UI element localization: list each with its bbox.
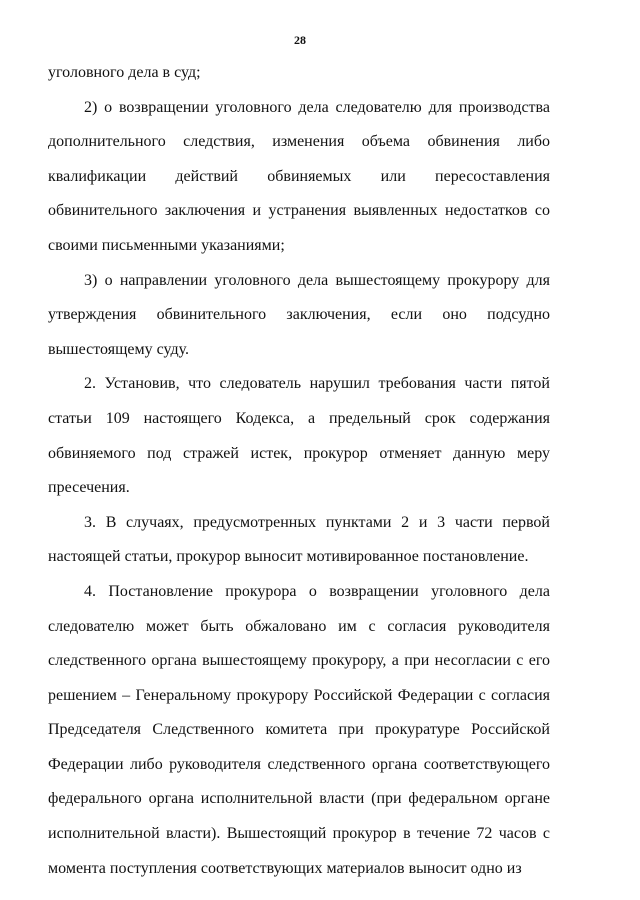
paragraph-part-3: 3. В случаях, предусмотренных пунктами 2 и 3 части первой настоящей статьи, прокурор выносит мотивированное постановление. — [48, 513, 550, 566]
paragraph-part-2: 2. Установив, что следователь нарушил требования части пятой статьи 109 настоящего Кодекса, а предельный срок содержания обвиняемого под стражей истек, прокурор отменяет данную меру пресечения. — [48, 375, 550, 497]
paragraph-part-4: 4. Постановление прокурора о возвращении уголовного дела следователю может быть обжаловано им с согласия руководителя следственного органа вышестоящему прокурору, а при несогласии с его решением – Генеральному прокурору Российской Федерации с согласия Председателя Следственного комитета при прокуратуре Российской Федерации либо руководителя следственного органа соответствующего федерального органа исполнительной власти (при федеральном органе исполнительной власти). Вышестоящий прокурор в течение 72 часов с момента поступления соответствующих материалов выносит одно из — [48, 582, 550, 877]
paragraph-continuation: уголовного дела в суд; — [48, 64, 201, 81]
paragraph-item-3: 3) о направлении уголовного дела вышестоящему прокурору для утверждения обвинительного заключения, если оно подсудно вышестоящему суду. — [48, 271, 550, 358]
document-body — [48, 56, 550, 886]
page-number: 28 — [294, 33, 306, 47]
paragraph-item-2: 2) о возвращении уголовного дела следователю для производства дополнительного следствия, изменения объема обвинения либо квалификации действий обвиняемых или пересоставления обвинительного заключения и устранения выявленных недостатков со своими письменными указаниями; — [48, 98, 550, 254]
